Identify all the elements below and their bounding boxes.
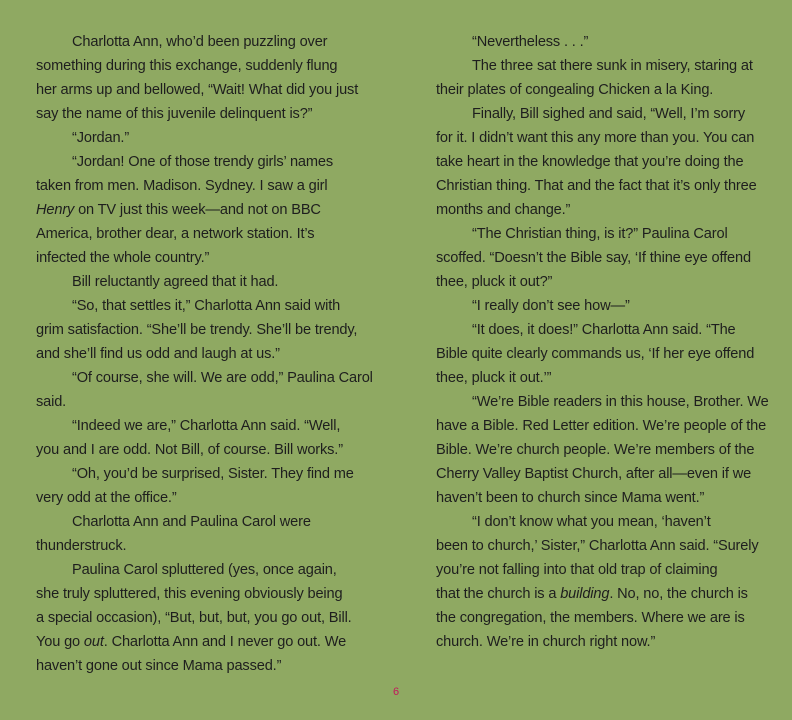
text-segment: been to church,’ Sister,” Charlotta Ann said. “Surely	[436, 538, 759, 554]
text-line	[436, 438, 758, 462]
text-line	[36, 246, 358, 270]
text-line	[36, 198, 358, 222]
text-segment: The three sat there sunk in misery, staring at	[472, 58, 753, 74]
text-line	[436, 582, 758, 606]
text-segment: a special occasion), “But, but, but, you go out, Bill.	[36, 610, 352, 626]
text-line	[36, 438, 358, 462]
text-segment: Finally, Bill sighed and said, “Well, I’m sorry	[472, 106, 746, 122]
text-line	[36, 30, 358, 54]
text-line	[36, 654, 358, 678]
text-line	[36, 126, 358, 150]
text-line	[36, 486, 358, 510]
text-segment: “Indeed we are,” Charlotta Ann said. “Well,	[72, 418, 341, 434]
right-text-column	[436, 30, 769, 654]
text-segment: “I really don’t see how—”	[472, 298, 630, 314]
text-line	[36, 150, 358, 174]
text-segment: Christian thing. That and the fact that it’s only three	[436, 178, 757, 194]
text-segment: Cherry Valley Baptist Church, after all—even if we	[436, 466, 752, 482]
text-segment: she truly spluttered, this evening obviously being	[36, 586, 343, 602]
text-line	[436, 318, 758, 342]
text-segment: Bible. We’re church people. We’re members of the	[436, 442, 755, 458]
text-line	[436, 462, 758, 486]
text-line	[36, 414, 358, 438]
text-line	[36, 342, 358, 366]
text-segment: something during this exchange, suddenly flung	[36, 58, 338, 74]
text-segment: Bill reluctantly agreed that it had.	[72, 274, 279, 290]
text-segment: you’re not falling into that old trap of claiming	[436, 562, 718, 578]
text-segment: church. We’re in church right now.”	[436, 634, 656, 650]
text-line	[36, 54, 358, 78]
text-segment: that the church is a	[436, 586, 561, 602]
text-line	[36, 78, 358, 102]
text-segment: thee, pluck it out?”	[436, 274, 553, 290]
text-segment: “Jordan.”	[72, 130, 130, 146]
text-line	[436, 126, 758, 150]
text-line	[36, 294, 358, 318]
text-segment: . No, no, the church is	[609, 586, 748, 602]
text-line	[36, 630, 358, 654]
text-line	[436, 78, 758, 102]
text-line	[36, 174, 358, 198]
text-segment: thunderstruck.	[36, 538, 127, 554]
text-line	[436, 486, 758, 510]
text-line	[436, 246, 758, 270]
text-segment: haven’t gone out since Mama passed.”	[36, 658, 282, 674]
text-segment: “The Christian thing, is it?” Paulina Carol	[472, 226, 728, 242]
text-segment: for it. I didn’t want this any more than you. You can	[436, 130, 755, 146]
text-segment: grim satisfaction. “She’ll be trendy. She’ll be trendy,	[36, 322, 358, 338]
text-line	[436, 54, 758, 78]
text-line	[436, 534, 758, 558]
text-segment: the congregation, the members. Where we are is	[436, 610, 745, 626]
page-number: 6	[392, 686, 400, 698]
left-text-column	[36, 30, 373, 678]
text-line	[436, 606, 758, 630]
text-line	[436, 390, 769, 414]
text-line	[36, 462, 358, 486]
text-line	[436, 558, 758, 582]
text-line	[436, 510, 758, 534]
text-line	[36, 270, 358, 294]
text-segment: haven’t been to church since Mama went.”	[436, 490, 705, 506]
text-line	[436, 174, 758, 198]
italic-text: building	[560, 586, 610, 602]
text-segment: . Charlotta Ann and I never go out. We	[103, 634, 347, 650]
text-line	[36, 582, 358, 606]
text-segment: very odd at the office.”	[36, 490, 177, 506]
text-segment: and she’ll find us odd and laugh at us.”	[36, 346, 280, 362]
text-line	[36, 102, 358, 126]
text-segment: “We’re Bible readers in this house, Brother. We	[472, 394, 769, 410]
text-segment: their plates of congealing Chicken a la King.	[436, 82, 714, 98]
text-line	[436, 222, 758, 246]
italic-text: out	[83, 634, 104, 650]
text-line	[436, 270, 758, 294]
text-line	[436, 366, 758, 390]
text-line	[36, 222, 358, 246]
text-segment: on TV just this week—and not on BBC	[74, 202, 321, 218]
text-line	[436, 294, 758, 318]
text-segment: “Jordan! One of those trendy girls’ names	[72, 154, 333, 170]
text-line	[436, 342, 758, 366]
text-segment: taken from men. Madison. Sydney. I saw a girl	[36, 178, 328, 194]
text-segment: Charlotta Ann and Paulina Carol were	[72, 514, 311, 530]
italic-text: Henry	[36, 202, 75, 218]
text-line	[36, 390, 358, 414]
text-line	[436, 150, 758, 174]
text-line	[36, 366, 373, 390]
text-segment: months and change.”	[436, 202, 571, 218]
text-line	[36, 318, 358, 342]
text-segment: you and I are odd. Not Bill, of course. Bill works.”	[36, 442, 343, 458]
text-segment: “Nevertheless . . .”	[472, 34, 589, 50]
text-segment: America, brother dear, a network station. It’s	[36, 226, 315, 242]
text-line	[436, 630, 758, 654]
text-segment: take heart in the knowledge that you’re doing the	[436, 154, 744, 170]
text-segment: said.	[36, 394, 67, 410]
text-segment: You go	[36, 634, 84, 650]
text-segment: say the name of this juvenile delinquent is?”	[36, 106, 313, 122]
text-line	[436, 414, 767, 438]
text-line	[36, 558, 358, 582]
text-segment: Paulina Carol spluttered (yes, once again,	[72, 562, 337, 578]
text-segment: “I don’t know what you mean, ‘haven’t	[472, 514, 711, 530]
text-segment: “So, that settles it,” Charlotta Ann said with	[72, 298, 341, 314]
text-segment: have a Bible. Red Letter edition. We’re people of the	[436, 418, 767, 434]
text-segment: thee, pluck it out.’”	[436, 370, 552, 386]
text-line	[36, 606, 358, 630]
text-segment: scoffed. “Doesn’t the Bible say, ‘If thine eye offend	[436, 250, 751, 266]
text-line	[436, 198, 758, 222]
text-segment: “Oh, you’d be surprised, Sister. They find me	[72, 466, 354, 482]
text-segment: infected the whole country.”	[36, 250, 210, 266]
text-segment: her arms up and bellowed, “Wait! What did you just	[36, 82, 359, 98]
text-line	[36, 510, 358, 534]
text-line	[36, 534, 358, 558]
text-line	[436, 102, 758, 126]
text-segment: Charlotta Ann, who’d been puzzling over	[72, 34, 328, 50]
text-segment: “Of course, she will. We are odd,” Paulina Carol	[72, 370, 373, 386]
text-line	[436, 30, 758, 54]
text-segment: Bible quite clearly commands us, ‘If her eye offend	[436, 346, 755, 362]
text-segment: “It does, it does!” Charlotta Ann said. “The	[472, 322, 736, 338]
